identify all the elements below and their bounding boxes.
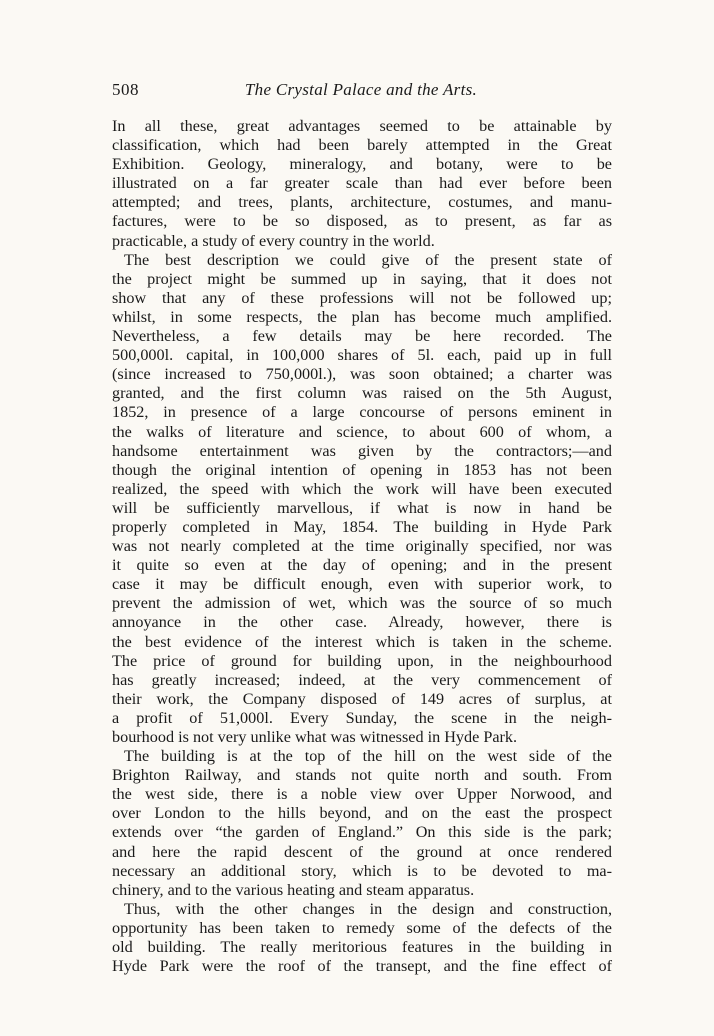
running-head: [112, 80, 610, 104]
text-line: Exhibition. Geology, mineralogy, and botany, were to be: [112, 155, 612, 174]
text-line: practicable, a study of every country in the world.: [112, 231, 435, 250]
text-line: prevent the admission of wet, which was the source of so much: [112, 594, 612, 613]
text-line: and here the rapid descent of the ground at once rendered: [112, 842, 612, 861]
text-line: will be sufficiently marvellous, if what is now in hand be: [112, 498, 612, 517]
text-line: The building is at the top of the hill on the west side of the: [124, 747, 612, 766]
text-line: Nevertheless, a few details may be here recorded. The: [112, 327, 612, 346]
text-line: 1852, in presence of a large concourse of persons eminent in: [112, 403, 612, 422]
text-line: a profit of 51,000l. Every Sunday, the scene in the neigh-: [112, 708, 612, 727]
text-line: Thus, with the other changes in the design and construction,: [124, 899, 612, 918]
text-line: the west side, there is a noble view over Upper Norwood, and: [112, 785, 612, 804]
text-line: case it may be difficult enough, even with superior work, to: [112, 575, 612, 594]
text-line: the project might be summed up in saying, that it does not: [112, 269, 612, 288]
text-line: properly completed in May, 1854. The building in Hyde Park: [112, 517, 612, 536]
text-line: extends over “the garden of England.” On this side is the park;: [112, 823, 612, 842]
text-line: old building. The really meritorious features in the building in: [112, 938, 612, 957]
text-line: Brighton Railway, and stands not quite north and south. From: [112, 766, 612, 785]
text-line: (since increased to 750,000l.), was soon obtained; a charter was: [112, 365, 612, 384]
text-line: though the original intention of opening in 1853 has not been: [112, 460, 612, 479]
text-line: show that any of these professions will not be followed up;: [112, 288, 612, 307]
text-line: Hyde Park were the roof of the transept, and the fine effect of: [112, 957, 612, 976]
text-line: annoyance in the other case. Already, however, there is: [112, 613, 612, 632]
text-line: handsome entertainment was given by the contractors;—and: [112, 441, 612, 460]
text-line: their work, the Company disposed of 149 acres of surplus, at: [112, 689, 612, 708]
text-line: the best evidence of the interest which is taken in the scheme.: [112, 632, 612, 651]
text-line: it quite so even at the day of opening; and in the present: [112, 556, 612, 575]
body-text: [112, 117, 612, 976]
text-line: over London to the hills beyond, and on the east the prospect: [112, 804, 612, 823]
text-line: chinery, and to the various heating and steam apparatus.: [112, 880, 475, 899]
text-line: bourhood is not very unlike what was witnessed in Hyde Park.: [112, 728, 518, 746]
text-line: factures, were to be so disposed, as to present, as far as: [112, 212, 612, 231]
text-line: illustrated on a far greater scale than had ever before been: [112, 174, 612, 193]
page-number: 508: [112, 80, 139, 99]
text-line: The best description we could give of the present state of: [124, 250, 612, 269]
text-line: realized, the speed with which the work will have been executed: [112, 479, 612, 498]
text-line: necessary an additional story, which is to be devoted to ma-: [112, 861, 612, 880]
text-line: the walks of literature and science, to about 600 of whom, a: [112, 422, 612, 441]
text-line: was not nearly completed at the time originally specified, nor was: [112, 537, 612, 556]
text-line: In all these, great advantages seemed to be attainable by: [112, 117, 612, 135]
text-line: classification, which had been barely attempted in the Great: [112, 136, 612, 155]
text-line: opportunity has been taken to remedy some of the defects of the: [112, 918, 612, 937]
text-line: whilst, in some respects, the plan has become much amplified.: [112, 307, 612, 326]
text-line: The price of ground for building upon, in the neighbourhood: [112, 651, 612, 670]
text-line: attempted; and trees, plants, architecture, costumes, and manu-: [112, 193, 612, 212]
text-line: granted, and the first column was raised on the 5th August,: [112, 384, 612, 403]
text-line: has greatly increased; indeed, at the very commencement of: [112, 670, 612, 689]
text-line: 500,000l. capital, in 100,000 shares of 5l. each, paid up in full: [112, 346, 612, 365]
running-title: The Crystal Palace and the Arts.: [244, 80, 478, 99]
